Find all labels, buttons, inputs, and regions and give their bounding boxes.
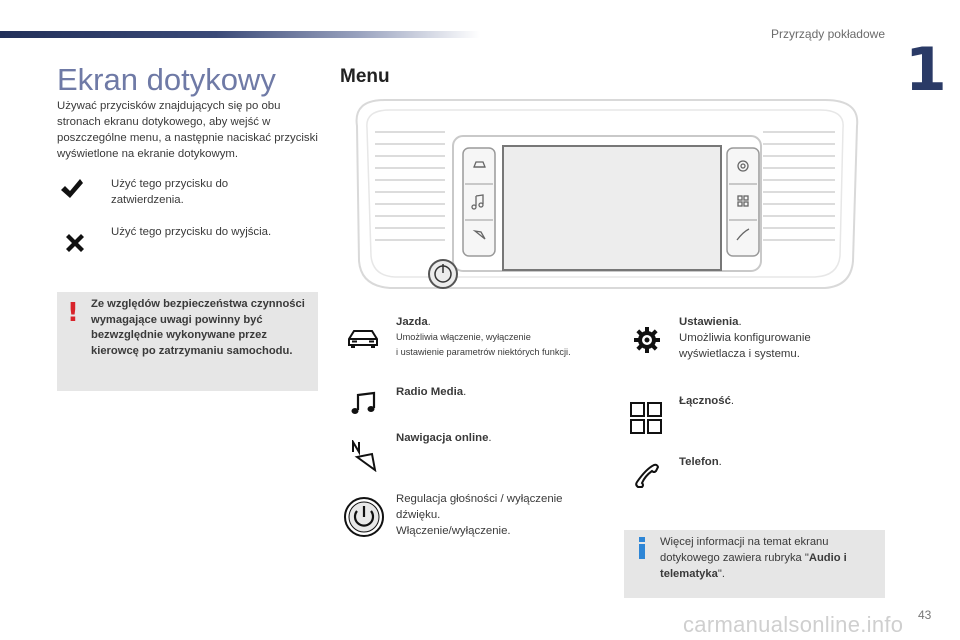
navigation-icon (349, 440, 379, 472)
settings-gear-icon (633, 326, 661, 354)
dashboard-illustration (345, 96, 870, 294)
phone-icon (634, 463, 660, 489)
section-title: Przyrządy pokładowe (770, 27, 885, 41)
page-number: 43 (918, 608, 932, 622)
menu-item-radio-media: Radio Media. (396, 386, 467, 398)
menu-item-nawigacja: Nawigacja online. (396, 432, 492, 444)
music-note-icon (350, 391, 378, 417)
info-text: Więcej informacji na temat ekranu dotykowego zawiera rubryka "Audio i telematyka". (660, 536, 847, 580)
intro-paragraph: Używać przycisków znajdujących się po obu stronach ekranu dotykowego, aby wejść w poszczególne menu, a następnie naciskać przyciski wyświetlone na ekranie dotykowym. (57, 100, 318, 160)
menu-item-ustawienia: Ustawienia. Umożliwia konfigurowanie wyświetlacza i systemu. (679, 316, 811, 360)
checkmark-icon (60, 178, 84, 200)
power-icon (343, 496, 385, 538)
confirm-description: Użyć tego przycisku do zatwierdzenia. (111, 178, 229, 206)
car-icon (346, 326, 380, 350)
exit-description: Użyć tego przycisku do wyjścia. (111, 226, 272, 238)
chapter-number: 1 (905, 35, 947, 105)
grid-icon (630, 402, 662, 434)
menu-item-power: Regulacja głośności / wyłączenie dźwięku. Włączenie/wyłączenie. (396, 493, 563, 537)
menu-heading: Menu (340, 66, 390, 87)
header-gradient-bar (0, 31, 480, 38)
watermark: carmanualsonline.info (683, 612, 904, 637)
exclamation-icon: ! (67, 298, 79, 328)
info-box (624, 530, 885, 598)
safety-warning-text: Ze względów bezpieczeństwa czynności wymagające uwagi powinny być bezwzględnie wykonywane przez kierowcę po zatrzymaniu samochodu. (91, 298, 305, 357)
menu-item-telefon: Telefon. (679, 456, 722, 468)
menu-item-jazda: Jazda. Umożliwia włączenie, wyłączenie i ustawienie parametrów niektórych funkcji. (396, 316, 571, 357)
menu-item-lacznosc: Łączność. (679, 395, 735, 407)
page-title: Ekran dotykowy (57, 62, 276, 97)
info-icon (636, 536, 648, 560)
cross-icon (64, 232, 86, 254)
safety-warning-box (57, 292, 318, 391)
